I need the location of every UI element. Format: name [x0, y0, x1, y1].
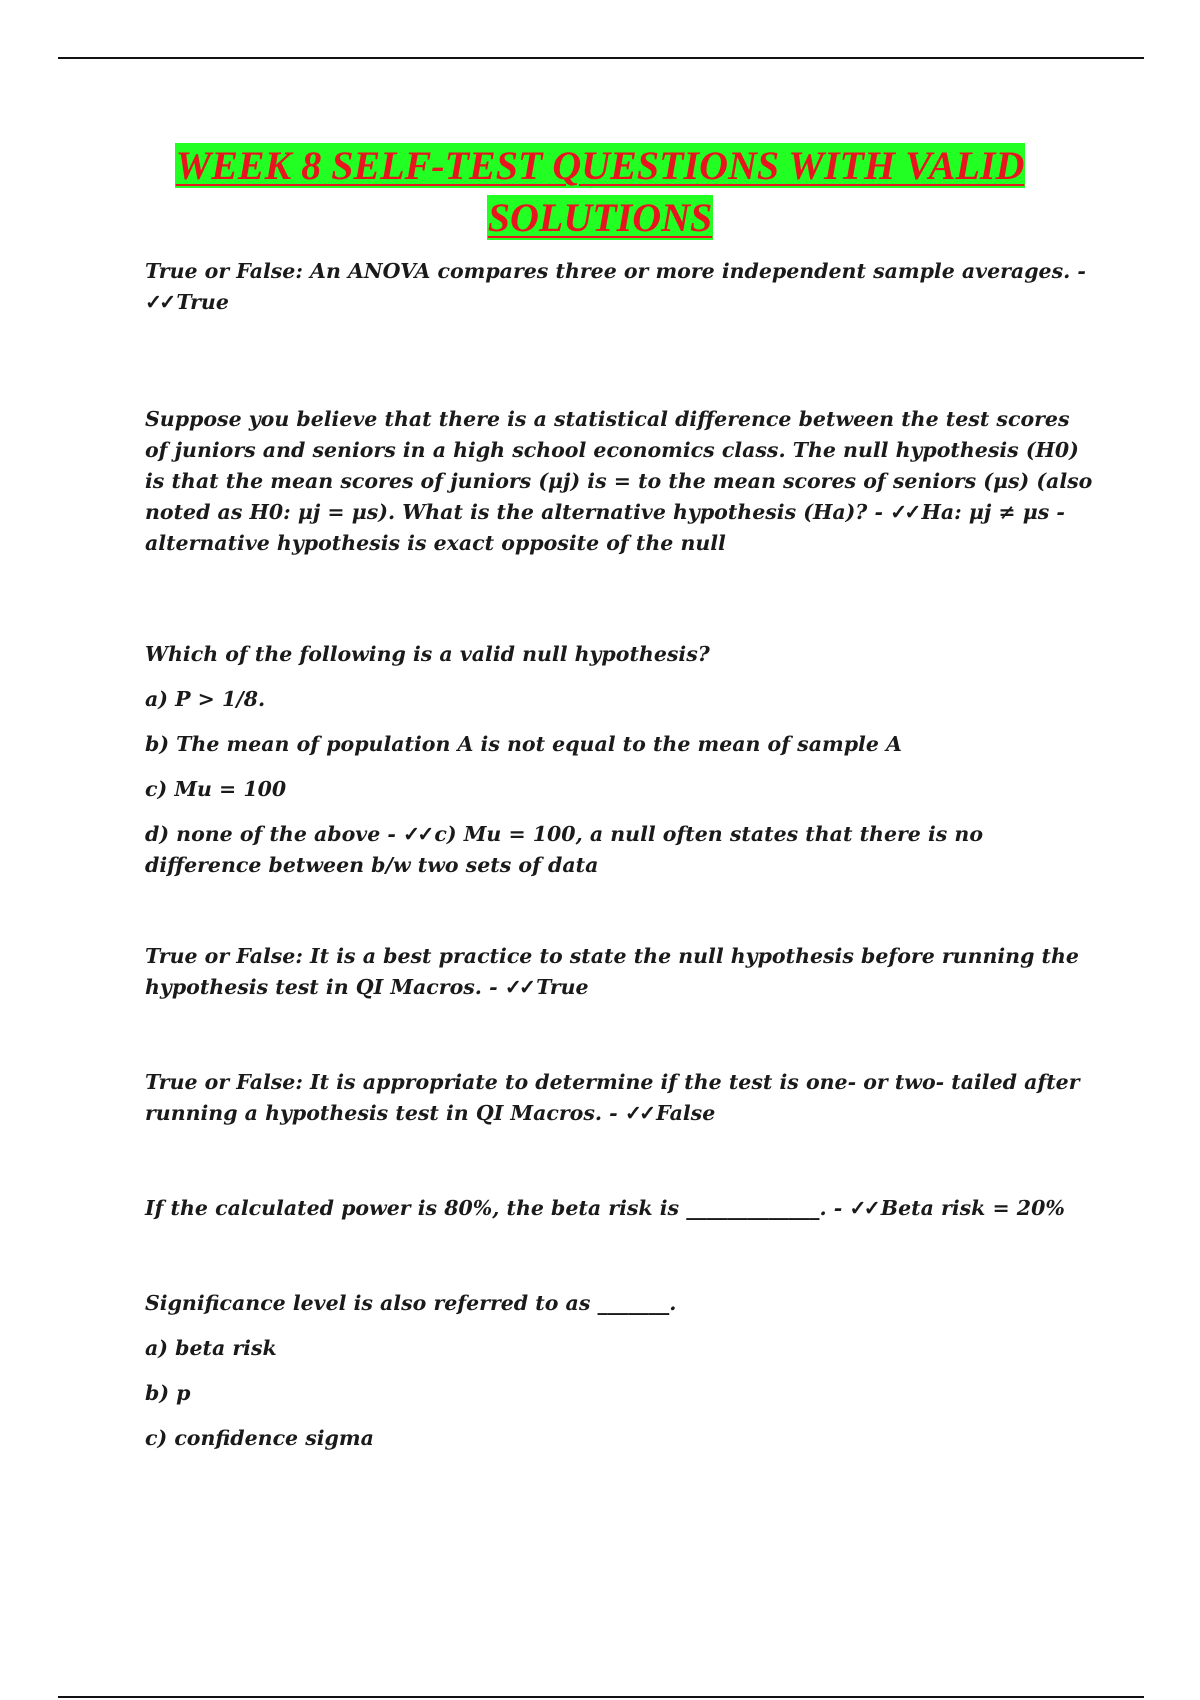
- question-2-answer: Ha: μj ≠ μs - alternative hypothesis is exact opposite of the null: [145, 500, 1065, 555]
- question-6: [145, 1193, 1095, 1224]
- question-3-text: Which of the following is a valid null hypothesis?: [145, 642, 710, 666]
- question-4: [145, 941, 1095, 1003]
- question-7-option-b: b) p: [145, 1381, 191, 1405]
- question-4-text: True or False: It is a best practice to state the null hypothesis before running the hypothesis test in QI Macros. -: [145, 944, 1079, 999]
- question-5: [145, 1067, 1095, 1129]
- question-6-text: If the calculated power is 80%, the beta risk is _____________. -: [145, 1196, 843, 1220]
- check-mark-icon: ✓✓: [504, 975, 534, 999]
- question-2-text: Suppose you believe that there is a statistical difference between the test scores of juniors and seniors in a high school economics class. The null hypothesis (H0) is that the mean scores of juniors (μj) is = to the mean scores of seniors (μs) (also noted as H0: μj = μs). What is the alternative hypothesis (Ha)? -: [145, 407, 1093, 524]
- question-3-option-a: a) P > 1/8.: [145, 687, 266, 711]
- check-mark-icon: ✓✓: [849, 1196, 878, 1220]
- question-7-text: Significance level is also referred to as _______.: [145, 1291, 677, 1315]
- question-1-text: True or False: An ANOVA compares three or more independent sample averages. -: [145, 259, 1086, 283]
- question-3-answer: c) Mu = 100, a null often states that there is no difference between b/w two sets of data: [145, 822, 984, 877]
- question-2: [145, 404, 1095, 559]
- question-5-answer: False: [656, 1101, 716, 1125]
- question-1-answer: True: [176, 290, 229, 314]
- document-title: [100, 140, 1100, 244]
- title-line-1: WEEK 8 SELF-TEST QUESTIONS WITH VALID: [175, 143, 1025, 188]
- document-body: [145, 256, 1095, 1454]
- question-7-option-a: a) beta risk: [145, 1336, 277, 1360]
- check-mark-icon: ✓✓: [624, 1101, 654, 1125]
- top-rule: [58, 57, 1144, 59]
- question-7-option-c: c) confidence sigma: [145, 1426, 374, 1450]
- question-3-option-c: c) Mu = 100: [145, 777, 287, 801]
- question-7: [145, 1288, 1095, 1319]
- check-mark-icon: ✓✓: [890, 500, 919, 524]
- check-mark-icon: ✓✓: [403, 822, 432, 846]
- question-5-text: True or False: It is appropriate to determine if the test is one- or two- tailed after running a hypothesis test in QI Macros. -: [145, 1070, 1080, 1125]
- title-line-2: SOLUTIONS: [487, 195, 713, 240]
- question-1: [145, 256, 1095, 318]
- bottom-rule: [58, 1696, 1144, 1698]
- check-mark-icon: ✓✓: [145, 290, 174, 314]
- question-4-answer: True: [536, 975, 589, 999]
- question-3-option-d: [145, 819, 1095, 881]
- question-3: [145, 639, 1095, 670]
- question-3-option-d-text: d) none of the above -: [145, 822, 396, 846]
- question-6-answer: Beta risk = 20%: [880, 1196, 1065, 1220]
- question-3-option-b: b) The mean of population A is not equal to the mean of sample A: [145, 732, 902, 756]
